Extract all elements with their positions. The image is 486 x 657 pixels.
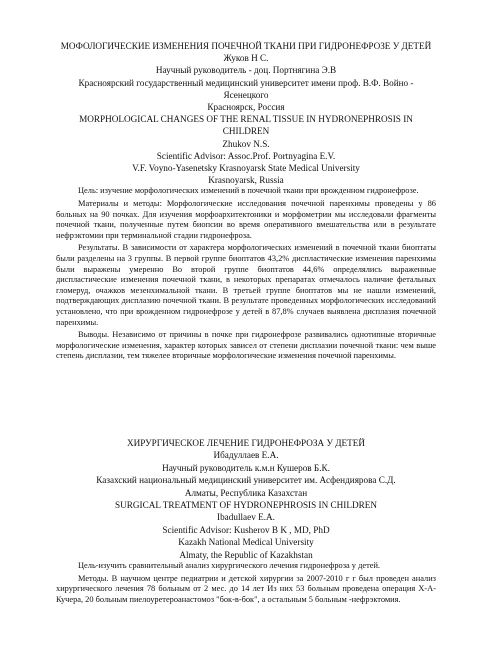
- advisor-ru: Научный руководитель - доц. Портнягина Э.В: [155, 65, 337, 76]
- article-title-ru: ХИРУРГИЧЕСКОЕ ЛЕЧЕНИЕ ГИДРОНЕФРОЗА У ДЕТЕЙ: [127, 438, 365, 448]
- advisor-en: Scientific Advisor: Kusherov B K , MD, PhD: [162, 524, 330, 535]
- paragraph-aim: Цель-изучить сравнительный анализ хирургического лечения гидронефроза у детей.: [78, 561, 381, 571]
- paragraph-aim: Цель: изучение морфологических изменений в почечной ткани при врожденном гидронефрозе.: [78, 186, 419, 196]
- advisor-ru: Научный руководитель к.м.н Кушеров Б.К.: [162, 462, 330, 473]
- advisor-en: Scientific Advisor: Assoc.Prof. Portnyagina E.V.: [156, 150, 336, 161]
- author-en: Ibadullaev E.A.: [217, 512, 275, 523]
- affiliation-en: V.F. Voyno-Yasenetsky Krasnoyarsk State Medical University: [132, 163, 360, 174]
- article-title-en: MORPHOLOGICAL CHANGES OF THE RENAL TISSUE IN HYDRONEPHROSIS IN CHILDREN: [79, 114, 413, 137]
- paragraph-conclusions: Выводы. Независимо от причины в почке при гидронефрозе развивались однотипные вторичные морфологические изменения, характер которых зависел от степени дисплазии почечной ткани: чем выше степень дисплазии, тем тяжелее вторичные морфологические изменения почечной паренхимы.: [56, 330, 436, 361]
- city-ru: Алматы, Республика Казахстан: [184, 487, 308, 498]
- paragraph-results: Результаты. В зависимости от характера морфологических изменений в почечной ткани биоптаты были разделены на 3 группы. В первой группе биоптатов 43,2% диспластические изменения паренхимы были выражены умеренно Во второй группе биоптатов 44,6% определялись выраженные диспластические изменения почечной ткани, в некоторых препаратах отмечалось наличие фетальных гломеруд, очажков мезенхимальной ткани. В третьей группе биоптатов мы не нашли изменений, подтверждающих дисплазию почечной ткани. В результате проведенных морфологических исследований установлено, что при врожденном гидронефрозе у детей в 87,8% случаев выявлена дисплазия почечной паренхимы.: [56, 243, 436, 327]
- author-en: Zhukov N.S.: [222, 138, 270, 149]
- city-en: Almaty, the Republic of Kazakhstan: [179, 549, 313, 560]
- article-1: [56, 40, 436, 362]
- affiliation-en: Kazakh National Medical University: [178, 537, 314, 548]
- paragraph-methods: Методы. В научном центре педиатрии и детской хирургии за 2007-2010 г г был проведен анализ хирургического лечения 78 больным от 2 мес. до 14 лет Из них 53 больным проведена операция Х-А-Кучера, 20 больным пиелоуретероанастомоз "бок-в-бок", а остальным 5 больным -нефрэктомия.: [56, 573, 436, 604]
- article-2: [56, 437, 436, 605]
- article-title-en: SURGICAL TREATMENT OF HYDRONEPHROSIS IN CHILDREN: [115, 500, 377, 511]
- author-ru: Ибадуллаев Е.А.: [213, 450, 279, 461]
- city-en: Krasnoyarsk, Russia: [208, 175, 284, 186]
- affiliation-ru: Казахский национальный медицинский университет им. Асфендиярова С.Д.: [96, 475, 396, 486]
- paragraph-methods: Материалы и методы: Морфологические исследования почечной паренхимы проведены у 86 больных на 90 почках. Для изучения морфоархитектоники и морфометрии мы исследовали фрагменты почечной ткани, полученные путем биопсии во время оперативного вмешательства или в результате нефрэктомии при терминальной стадии гидронефроза.: [56, 199, 436, 240]
- affiliation-ru: Красноярский государственный медицинский университет имени проф. В.Ф. Войно - Ясенецкого: [78, 77, 414, 100]
- author-ru: Жуков Н С.: [223, 53, 269, 64]
- article-title-ru: МОФОЛОГИЧЕСКИЕ ИЗМЕНЕНИЯ ПОЧЕЧНОЙ ТКАНИ ПРИ ГИДРОНЕФРОЗЕ У ДЕТЕЙ: [60, 41, 432, 51]
- city-ru: Красноярск, Россия: [207, 102, 285, 113]
